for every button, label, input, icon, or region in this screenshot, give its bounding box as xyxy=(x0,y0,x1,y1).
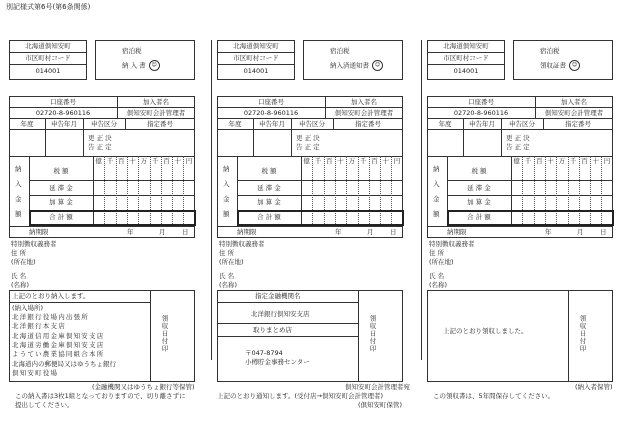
total-amount-label: 合 計 額 xyxy=(467,213,491,221)
total-amount-label: 合 計 額 xyxy=(257,213,281,221)
receipt-text: 上記のとおり領収しました。 xyxy=(443,327,528,335)
postal-code: 〒047-8794 xyxy=(245,349,283,357)
due-day: 日 xyxy=(182,228,189,236)
divider xyxy=(568,290,569,382)
due-month: 月 xyxy=(159,228,166,236)
due-year: 年 xyxy=(545,228,552,236)
code-value: 014001 xyxy=(35,67,61,75)
obligor-label: 特別徴収義務者 xyxy=(219,240,265,248)
unit-digit: 千 xyxy=(524,157,532,165)
places-title: (納入場所) xyxy=(12,304,44,312)
name-label: 氏 名 xyxy=(219,272,235,280)
address-label: 住 所 xyxy=(11,249,27,257)
payment-place: 北海道信用金庫倶知安支店 xyxy=(12,331,105,340)
unit-digit: 十 xyxy=(174,157,181,165)
unit-digit: 百 xyxy=(325,157,333,165)
unit-digit: 十 xyxy=(129,157,136,165)
unit-digit: 百 xyxy=(535,157,543,165)
panel-3 xyxy=(425,40,620,420)
decision-label-1: 更 正 決 xyxy=(88,134,112,142)
unit-digit: 千 xyxy=(314,157,322,165)
decision-label-1: 更 正 決 xyxy=(506,134,530,142)
account-number: 02720-8-960116 xyxy=(453,109,509,117)
month-label: 申告年月 xyxy=(51,120,77,128)
year-label: 年度 xyxy=(20,120,34,128)
designated-label: 指定番号 xyxy=(147,120,173,128)
footer-line-1: この納入書は3枚1組となっておりますので、切り離さずに xyxy=(15,392,186,400)
subscriber-name: 倶知安町会計管理者 xyxy=(126,109,186,117)
subscriber-label: 加入者名 xyxy=(351,98,377,106)
unit-digit: 十 xyxy=(547,157,554,165)
code-label: 市区町村コード xyxy=(443,54,489,62)
address-sub: (所在地) xyxy=(11,258,36,266)
divider xyxy=(217,336,358,337)
account-label: 口座番号 xyxy=(468,98,494,106)
year-label: 年度 xyxy=(438,120,452,128)
account-number: 02720-8-960116 xyxy=(35,109,91,117)
tax-amount-label: 税 額 xyxy=(53,167,69,175)
unit-digit: 千 xyxy=(106,157,114,165)
panel-subtitle: 納 入 書 xyxy=(122,61,146,70)
panel-2 xyxy=(215,40,410,420)
delay-amount-label: 延 滞 金 xyxy=(257,184,281,192)
receipt-stamp-label: 領収日付印 xyxy=(160,315,169,353)
code-label: 市区町村コード xyxy=(25,54,71,62)
panel-subtitle: 領収証書 xyxy=(540,61,566,70)
panel-1 xyxy=(7,40,202,420)
account-number: 02720-8-960116 xyxy=(243,109,299,117)
unit-digit: 百 xyxy=(371,157,378,165)
name-sub: (名称) xyxy=(219,281,238,289)
unit-digit: 億 xyxy=(95,157,102,165)
unit-digit: 万 xyxy=(140,157,148,165)
collection-label: 取りまとめ店 xyxy=(253,326,292,334)
obligor-label: 特別徴収義務者 xyxy=(11,240,57,248)
amount-side-label: 納 入 金 額 xyxy=(15,165,22,218)
unit-digit: 万 xyxy=(348,157,356,165)
address-label: 住 所 xyxy=(219,249,235,257)
amount-side-label: 納 入 金 額 xyxy=(433,165,440,218)
unit-digit: 十 xyxy=(592,157,599,165)
unit-digit: 万 xyxy=(558,157,566,165)
office-note: (倶知安町保管) xyxy=(358,401,403,409)
decision-label-2: 告 正 定 xyxy=(506,143,530,151)
due-year: 年 xyxy=(127,228,134,236)
unit-digit: 億 xyxy=(513,157,520,165)
amount-side-label: 納 入 金 額 xyxy=(223,165,230,218)
unit-digit: 千 xyxy=(359,157,367,165)
divider xyxy=(9,302,150,303)
unit-digit: 百 xyxy=(117,157,125,165)
due-month: 月 xyxy=(577,228,584,236)
designated-bank-label: 指定金融機関名 xyxy=(255,292,301,300)
unit-digit: 円 xyxy=(393,157,401,165)
code-label: 市区町村コード xyxy=(233,54,279,62)
code-value: 014001 xyxy=(453,67,479,75)
panel-separator xyxy=(211,40,212,360)
divider xyxy=(217,323,358,324)
footer-line-2: 提出してください。 xyxy=(15,401,74,409)
payment-text: 上記のとおり納入します。 xyxy=(12,292,90,300)
payment-place: ようてい農業協同組合本所 xyxy=(12,350,105,359)
seal-mark: ☺ xyxy=(372,60,383,71)
payment-place: 北海道内の郵便局又はゆうちょ銀行 xyxy=(12,359,116,368)
due-date-label: 納期限 xyxy=(29,228,49,236)
designated-label: 指定番号 xyxy=(355,120,381,128)
unit-digit: 円 xyxy=(185,157,193,165)
due-month: 月 xyxy=(367,228,374,236)
total-amount-label: 合 計 額 xyxy=(49,213,73,221)
tax-amount-label: 税 額 xyxy=(471,167,487,175)
due-year: 年 xyxy=(335,228,342,236)
name-sub: (名称) xyxy=(11,281,30,289)
month-label: 申告年月 xyxy=(469,120,495,128)
municipality-name: 北海道倶知安町 xyxy=(443,42,489,50)
divider xyxy=(358,290,359,382)
delay-amount-label: 延 滞 金 xyxy=(467,184,491,192)
seal-mark: ☺ xyxy=(149,60,160,71)
form-title: 別記様式第6号(第6条関係) xyxy=(6,3,91,11)
due-day: 日 xyxy=(390,228,397,236)
municipality-name: 北海道倶知安町 xyxy=(25,42,71,50)
tax-name: 宿泊税 xyxy=(330,47,350,55)
payment-place: 北洋銀行本支店 xyxy=(12,322,66,331)
additional-amount-label: 加 算 金 xyxy=(467,198,491,206)
payment-place: 倶知安町役場 xyxy=(12,368,59,377)
panel-subtitle: 納入済通知書 xyxy=(330,61,369,70)
unit-digit: 百 xyxy=(163,157,170,165)
tax-amount-label: 税 額 xyxy=(261,167,277,175)
name-label: 氏 名 xyxy=(429,272,445,280)
additional-amount-label: 加 算 金 xyxy=(49,198,73,206)
decision-label-2: 告 正 定 xyxy=(296,143,320,151)
receipt-stamp-label: 領収日付印 xyxy=(368,315,377,353)
payer-note: (納入者保管) xyxy=(575,383,613,391)
unit-digit: 億 xyxy=(303,157,310,165)
receipt-stamp-label: 領収日付印 xyxy=(578,315,587,353)
receipt-footer: この領収書は、5年間保存してください。 xyxy=(433,392,555,400)
notice-text: 上記のとおり通知します。(受付店→倶知安町会計管理者) xyxy=(217,392,383,400)
name-label: 氏 名 xyxy=(11,272,27,280)
due-date-label: 納期限 xyxy=(237,228,257,236)
payment-place: 北海道労働金庫倶知安支店 xyxy=(12,340,105,349)
manager-note: 倶知安町会計管理者宛 xyxy=(345,383,410,391)
unit-digit: 十 xyxy=(337,157,344,165)
name-sub: (名称) xyxy=(429,281,448,289)
due-date-label: 納期限 xyxy=(447,228,467,236)
address-sub: (所在地) xyxy=(219,258,244,266)
subscriber-name: 倶知安町会計管理者 xyxy=(544,109,604,117)
decision-label-2: 告 正 定 xyxy=(88,143,112,151)
subscriber-label: 加入者名 xyxy=(561,98,587,106)
center-name: 小樽貯金事務センター xyxy=(245,358,310,366)
divider xyxy=(150,290,151,382)
account-label: 口座番号 xyxy=(50,98,76,106)
tax-name: 宿泊税 xyxy=(122,47,142,55)
unit-digit: 円 xyxy=(603,157,611,165)
decision-label-1: 更 正 決 xyxy=(296,134,320,142)
subscriber-label: 加入者名 xyxy=(143,98,169,106)
tax-name: 宿泊税 xyxy=(540,47,560,55)
panel-separator xyxy=(421,40,422,360)
unit-digit: 十 xyxy=(382,157,389,165)
bank-note: (金融機関又はゆうちょ銀行等保管) xyxy=(92,383,195,391)
code-value: 014001 xyxy=(243,67,269,75)
subscriber-name: 倶知安町会計管理者 xyxy=(334,109,394,117)
additional-amount-label: 加 算 金 xyxy=(257,198,281,206)
due-day: 日 xyxy=(600,228,607,236)
designated-label: 指定番号 xyxy=(565,120,591,128)
unit-digit: 千 xyxy=(151,157,159,165)
seal-mark: ☺ xyxy=(569,60,580,71)
divider xyxy=(217,302,358,303)
year-label: 年度 xyxy=(228,120,242,128)
month-label: 申告年月 xyxy=(259,120,285,128)
class-label: 申告区分 xyxy=(91,120,117,128)
class-label: 申告区分 xyxy=(299,120,325,128)
payment-place: 北洋銀行役場内出張所 xyxy=(12,313,89,321)
account-label: 口座番号 xyxy=(258,98,284,106)
address-label: 住 所 xyxy=(429,249,445,257)
municipality-name: 北海道倶知安町 xyxy=(233,42,279,50)
obligor-label: 特別徴収義務者 xyxy=(429,240,475,248)
designated-bank: 北洋銀行倶知安支店 xyxy=(251,310,310,318)
unit-digit: 千 xyxy=(569,157,577,165)
unit-digit: 百 xyxy=(581,157,588,165)
delay-amount-label: 延 滞 金 xyxy=(49,184,73,192)
class-label: 申告区分 xyxy=(509,120,535,128)
address-sub: (所在地) xyxy=(429,258,454,266)
